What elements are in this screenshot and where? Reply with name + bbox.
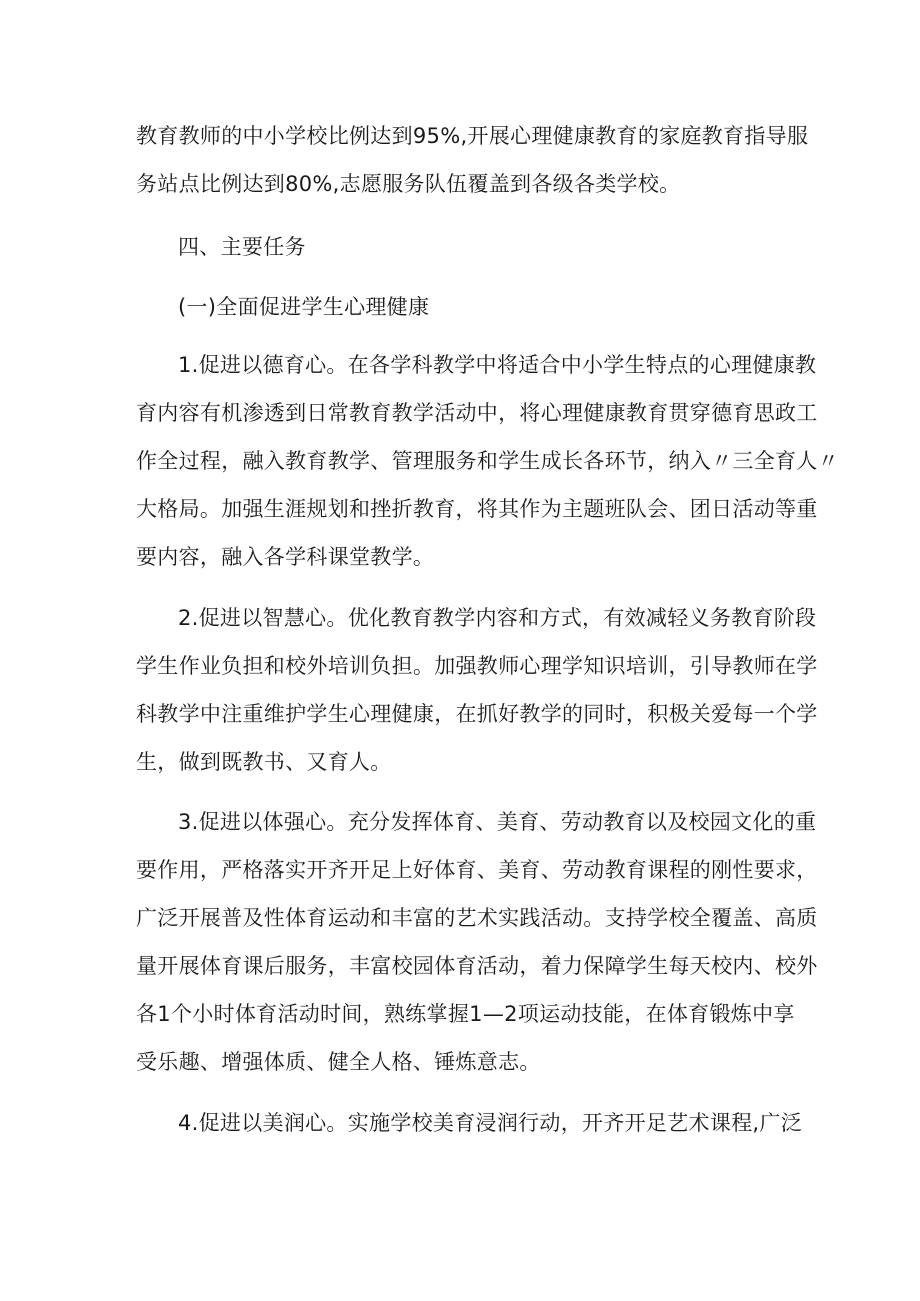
paragraph-3-line: 要作用，严格落实开齐开足上好体育、美育、劳动教育课程的刚性要求， <box>136 858 818 882</box>
paragraph-3-line: 广泛开展普及性体育运动和丰富的艺术实践活动。支持学校全覆盖、高质 <box>136 906 818 930</box>
paragraph-3-line: 量开展体育课后服务，丰富校园体育活动，着力保障学生每天校内、校外 <box>136 954 818 978</box>
intro-line: 教育教师的中小学校比例达到95%,开展心理健康教育的家庭教育指导服 <box>136 124 809 148</box>
paragraph-4-line: 4.促进以美润心。实施学校美育浸润行动，开齐开足艺术课程,广泛 <box>178 1111 803 1135</box>
paragraph-2-line: 生，做到既教书、又育人。 <box>136 750 392 774</box>
intro-line: 务站点比例达到80%,志愿服务队伍覆盖到各级各类学校。 <box>136 172 681 196</box>
paragraph-1-line: 要内容，融入各学科课堂教学。 <box>136 545 435 569</box>
paragraph-2-line: 科教学中注重维护学生心理健康，在抓好教学的同时，积极关爱每一个学 <box>136 702 818 726</box>
subsection-heading: (一)全面促进学生心理健康 <box>178 295 430 319</box>
paragraph-3-line: 3.促进以体强心。充分发挥体育、美育、劳动教育以及校园文化的重 <box>178 810 817 834</box>
paragraph-2-line: 学生作业负担和校外培训负担。加强教师心理学知识培训，引导教师在学 <box>136 654 818 678</box>
paragraph-1-line: 大格局。加强生涯规划和挫折教育，将其作为主题班队会、团日活动等重 <box>136 497 818 521</box>
paragraph-3-line: 受乐趣、增强体质、健全人格、锤炼意志。 <box>136 1050 541 1074</box>
section-heading: 四、主要任务 <box>178 235 306 259</box>
paragraph-1-line: 作全过程，融入教育教学、管理服务和学生成长各环节，纳入〃三全育人〃 <box>136 449 839 473</box>
paragraph-1-line: 育内容有机渗透到日常教育教学活动中，将心理健康教育贯穿德育思政工 <box>136 401 818 425</box>
paragraph-2-line: 2.促进以智慧心。优化教育教学内容和方式，有效减轻义务教育阶段 <box>178 606 817 630</box>
paragraph-3-line: 各1个小时体育活动时间，熟练掌握1—2项运动技能，在体育锻炼中享 <box>136 1002 795 1026</box>
paragraph-1-line: 1.促进以德育心。在各学科教学中将适合中小学生特点的心理健康教 <box>178 353 817 377</box>
